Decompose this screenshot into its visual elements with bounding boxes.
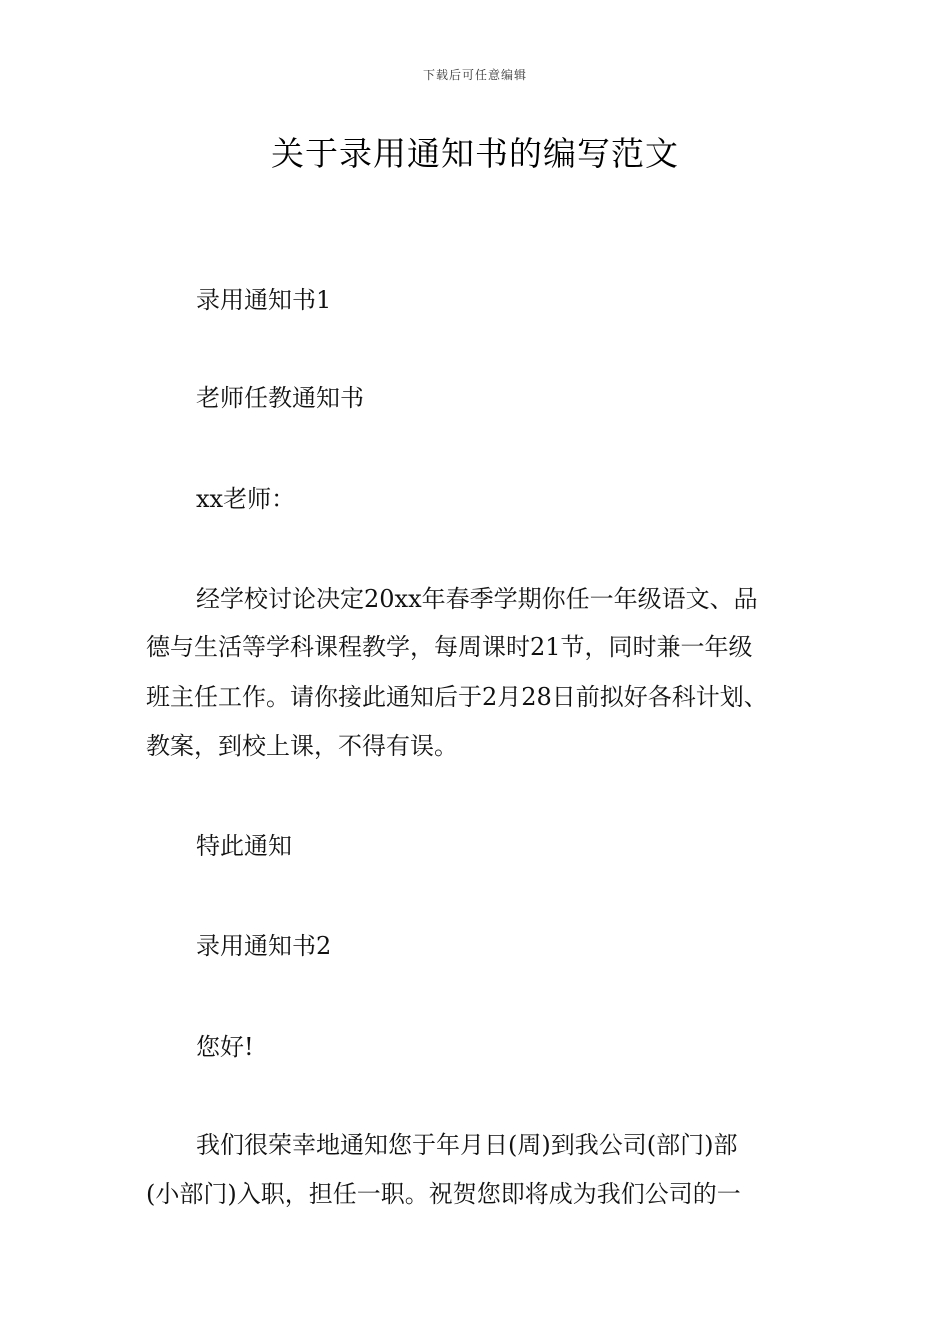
- section-heading-1: 录用通知书1: [196, 286, 332, 314]
- section-subheading-1: 老师任教通知书: [196, 384, 364, 412]
- greeting-2: 您好!: [196, 1033, 254, 1061]
- paragraph-2-line-1: 我们很荣幸地通知您于年月日(周)到我公司(部门)部: [196, 1131, 738, 1159]
- document-title: 关于录用通知书的编写范文: [271, 134, 679, 173]
- salutation-1: xx老师：: [196, 485, 296, 513]
- paragraph-1-line-2: 德与生活等学科课程教学，每周课时21节，同时兼一年级: [146, 633, 753, 661]
- header-note: 下载后可任意编辑: [422, 68, 527, 82]
- section-heading-2: 录用通知书2: [196, 932, 332, 960]
- paragraph-1-line-1: 经学校讨论决定20xx年春季学期你任一年级语文、品: [196, 585, 758, 613]
- closing-1: 特此通知: [196, 832, 292, 860]
- paragraph-1-line-4: 教案，到校上课，不得有误。: [146, 732, 458, 760]
- paragraph-1-line-3: 班主任工作。请你接此通知后于2月28日前拟好各科计划、: [146, 683, 768, 711]
- paragraph-2-line-2: (小部门)入职，担任一职。祝贺您即将成为我们公司的一: [146, 1180, 741, 1208]
